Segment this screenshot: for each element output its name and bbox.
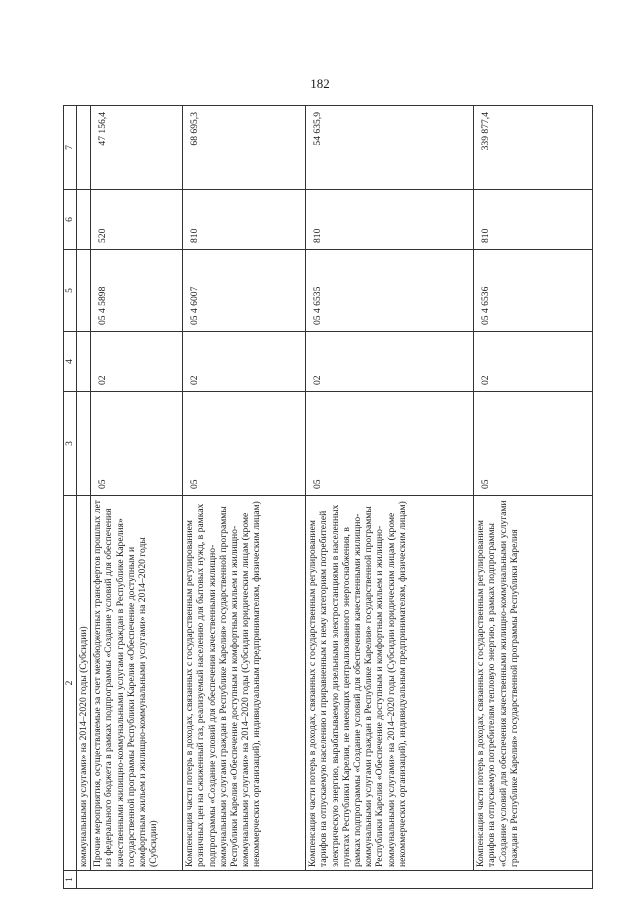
column-header: 6 bbox=[64, 190, 77, 250]
column-header: 7 bbox=[64, 106, 77, 190]
row-section: 05 bbox=[91, 392, 183, 496]
row-amount: 68 695,3 bbox=[183, 106, 306, 190]
column-header: 5 bbox=[64, 250, 77, 332]
row-description: коммунальными услугами» на 2014–2020 годы (Субсидии) bbox=[77, 496, 91, 871]
row-amount bbox=[77, 106, 91, 190]
column-header: 1 bbox=[64, 871, 77, 889]
budget-table bbox=[63, 105, 593, 889]
row-section: 05 bbox=[306, 392, 474, 496]
table-row bbox=[306, 106, 474, 889]
row-expense-type: 520 bbox=[91, 190, 183, 250]
table-row bbox=[77, 106, 91, 889]
column-header: 2 bbox=[64, 496, 77, 871]
row-description: Прочие мероприятия, осуществляемые за счет межбюджетных трансфертов прошлых лет из федерального бюджета в рамках подпрограммы «Создание условий для обеспечения качественными жилищно-коммунальными услугами граждан в Республике Карелия» государственной программы Республики Карелия «Обеспечение доступным и комфортным жильем и жилищно-коммунальными услугами» на 2014–2020 годы (Субсидии) bbox=[91, 496, 183, 871]
row-amount: 47 156,4 bbox=[91, 106, 183, 190]
row-section: 05 bbox=[474, 392, 593, 496]
row-subsection bbox=[77, 332, 91, 392]
row-subsection: 02 bbox=[474, 332, 593, 392]
row-description: Компенсация части потерь в доходах, связанных с государственным регулированием тарифов на отпускаемую потребителям тепловую энергию, в рамках подпрограммы «Создание условий для обеспечения качественными жилищно-коммунальными услугами граждан в Республике Карелия» государственной программы Республики Карелия bbox=[474, 496, 593, 871]
column-header: 4 bbox=[64, 332, 77, 392]
row-expense-type: 810 bbox=[306, 190, 474, 250]
column-header: 3 bbox=[64, 392, 77, 496]
table-header-row bbox=[64, 106, 77, 889]
row-amount: 339 877,4 bbox=[474, 106, 593, 190]
row-section: 05 bbox=[183, 392, 306, 496]
row-expense-type: 810 bbox=[183, 190, 306, 250]
page-number: 182 bbox=[310, 76, 330, 91]
row-expense-type: 810 bbox=[474, 190, 593, 250]
row-subsection: 02 bbox=[183, 332, 306, 392]
row-subsection: 02 bbox=[91, 332, 183, 392]
row-description: Компенсация части потерь в доходах, связанных с государственным регулированием розничных цен на сжиженный газ, реализуемый населению для бытовых нужд, в рамках подпрограммы «Создание условий для обеспечения качественными жилищно-коммунальными услугами граждан в Республике Карелия» государственной программы Республики Карелия «Обеспечение доступным и комфортным жильем и жилищно-коммунальными услугами» на 2014–2020 годы (Субсидии юридическим лицам (кроме некоммерческих организаций), индивидуальным предпринимателям, физическим лицам) bbox=[183, 496, 306, 871]
row-target-code bbox=[77, 250, 91, 332]
table-row bbox=[183, 106, 306, 889]
column-1-cell bbox=[77, 871, 593, 889]
row-subsection: 02 bbox=[306, 332, 474, 392]
row-amount: 54 635,9 bbox=[306, 106, 474, 190]
table-row bbox=[91, 106, 183, 889]
row-target-code: 05 4 5898 bbox=[91, 250, 183, 332]
table-row bbox=[474, 106, 593, 889]
row-expense-type bbox=[77, 190, 91, 250]
row-target-code: 05 4 6535 bbox=[306, 250, 474, 332]
row-section bbox=[77, 392, 91, 496]
row-target-code: 05 4 6536 bbox=[474, 250, 593, 332]
rotated-table-container bbox=[63, 106, 593, 889]
row-target-code: 05 4 6007 bbox=[183, 250, 306, 332]
row-description: Компенсация части потерь в доходах, связанных с государственным регулированием тарифов на отпускаемую населению и приравненным к нему категориям потребителей электрическую энергию, вырабатываемую дизельными электростанциями в населенных пунктах Республики Карелия, не имеющих централизованного энергоснабжения, в рамках подпрограммы «Создание условий для обеспечения качественными жилищно-коммунальными услугами граждан в Республике Карелия» государственной программы Республики Карелия «Обеспечение доступным и комфортным жильем и жилищно-коммунальными услугами» на 2014–2020 годы (Субсидии юридическим лицам (кроме некоммерческих организаций), индивидуальным предпринимателям, физическим лицам) bbox=[306, 496, 474, 871]
